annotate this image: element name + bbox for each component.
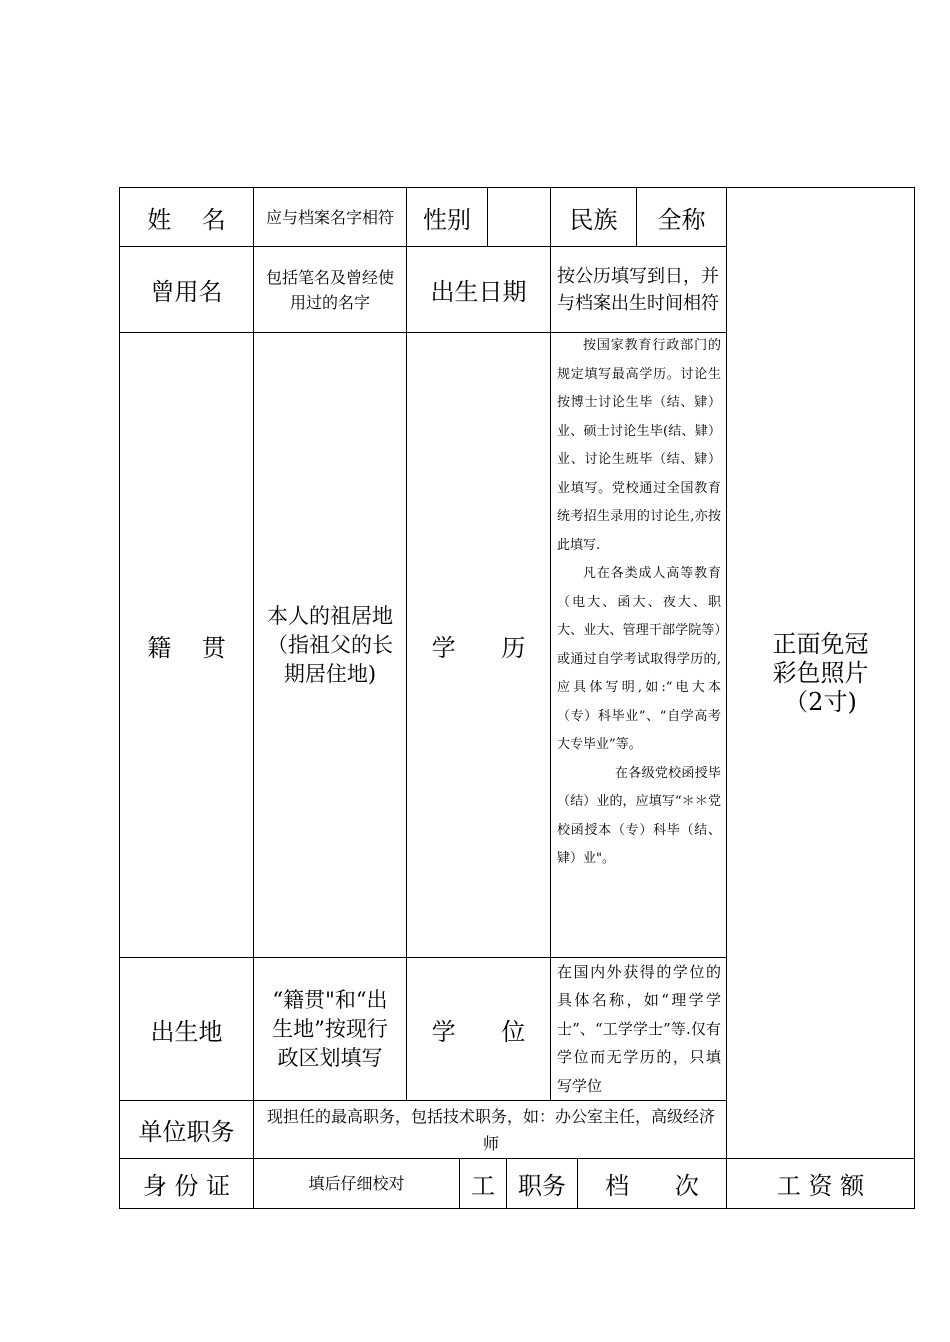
ethnicity-field[interactable]: 全称 <box>657 205 706 234</box>
native-place-field[interactable]: 本人的祖居地（指祖父的长期居住地) <box>267 603 393 686</box>
birthdate-label: 出生日期 <box>430 278 527 306</box>
education-label: 学 历 <box>431 633 526 662</box>
birthdate-field[interactable]: 按公历填写到日，并与档案出生时间相符 <box>557 265 719 314</box>
ethnicity-label: 民族 <box>569 205 618 234</box>
salary-label: 工 资 额 <box>776 1172 865 1200</box>
birthplace-field[interactable]: “籍贯"和“出生地”按现行政区划填写 <box>272 987 388 1070</box>
former-name-label: 曾用名 <box>150 278 223 306</box>
position-label: 单位职务 <box>138 1118 235 1146</box>
native-place-label: 籍 贯 <box>147 633 226 662</box>
name-field[interactable]: 应与档案名字相符 <box>266 207 395 227</box>
id-card-label: 身 份 证 <box>142 1172 231 1200</box>
col-divider <box>550 187 551 1101</box>
education-hint-paragraph: 凡在各类成人高等教育（电大、函大、夜大、职大、业大、管理干部学院等）或通过自学考试取得学历的,应具体写明,如:“电大本（专）科毕业”、“自学高考大专毕业”等。 <box>557 566 721 752</box>
degree-field[interactable]: 在国内外获得的学位的具体名称，如“理学学士”、“工学学士”等.仅有学位而无学历的，只填写学位 <box>557 962 721 1095</box>
gender-label: 性别 <box>423 205 471 234</box>
education-hint-paragraph: 按国家教育行政部门的规定填写最高学历。讨论生按博士讨论生毕（结、肄）业、硕士讨论生毕(结、肄）业、讨论生班毕（结、肄）业填写。党校通过全国教育统考招生录用的讨论生,亦按此填写. <box>557 338 721 553</box>
name-label: 姓 名 <box>147 205 226 234</box>
work-label: 工 <box>471 1172 495 1200</box>
position-field[interactable]: 现担任的最高职务，包括技术职务，如：办公室主任，高级经济师 <box>266 1106 715 1153</box>
col-divider <box>253 187 254 1209</box>
birthplace-label: 出生地 <box>150 1017 223 1046</box>
gender-field[interactable] <box>488 188 550 246</box>
education-hint-paragraph: 在各级党校函授毕（结）业的，应填写“＊＊党校函授本（专）科毕（结、肄）业"。 <box>557 765 721 866</box>
degree-label: 学 位 <box>431 1017 526 1046</box>
grade-label: 档 次 <box>605 1172 699 1200</box>
table-border-right <box>914 187 915 1209</box>
id-card-field[interactable]: 填后仔细校对 <box>308 1174 405 1193</box>
duty-label: 职务 <box>518 1172 566 1200</box>
former-name-field[interactable]: 包括笔名及曾经使用过的名字 <box>265 267 394 312</box>
photo-placeholder[interactable]: 正面免冠彩色照片（2寸) <box>772 629 869 716</box>
table-border-bottom <box>119 1208 915 1209</box>
education-field[interactable] <box>557 332 721 874</box>
